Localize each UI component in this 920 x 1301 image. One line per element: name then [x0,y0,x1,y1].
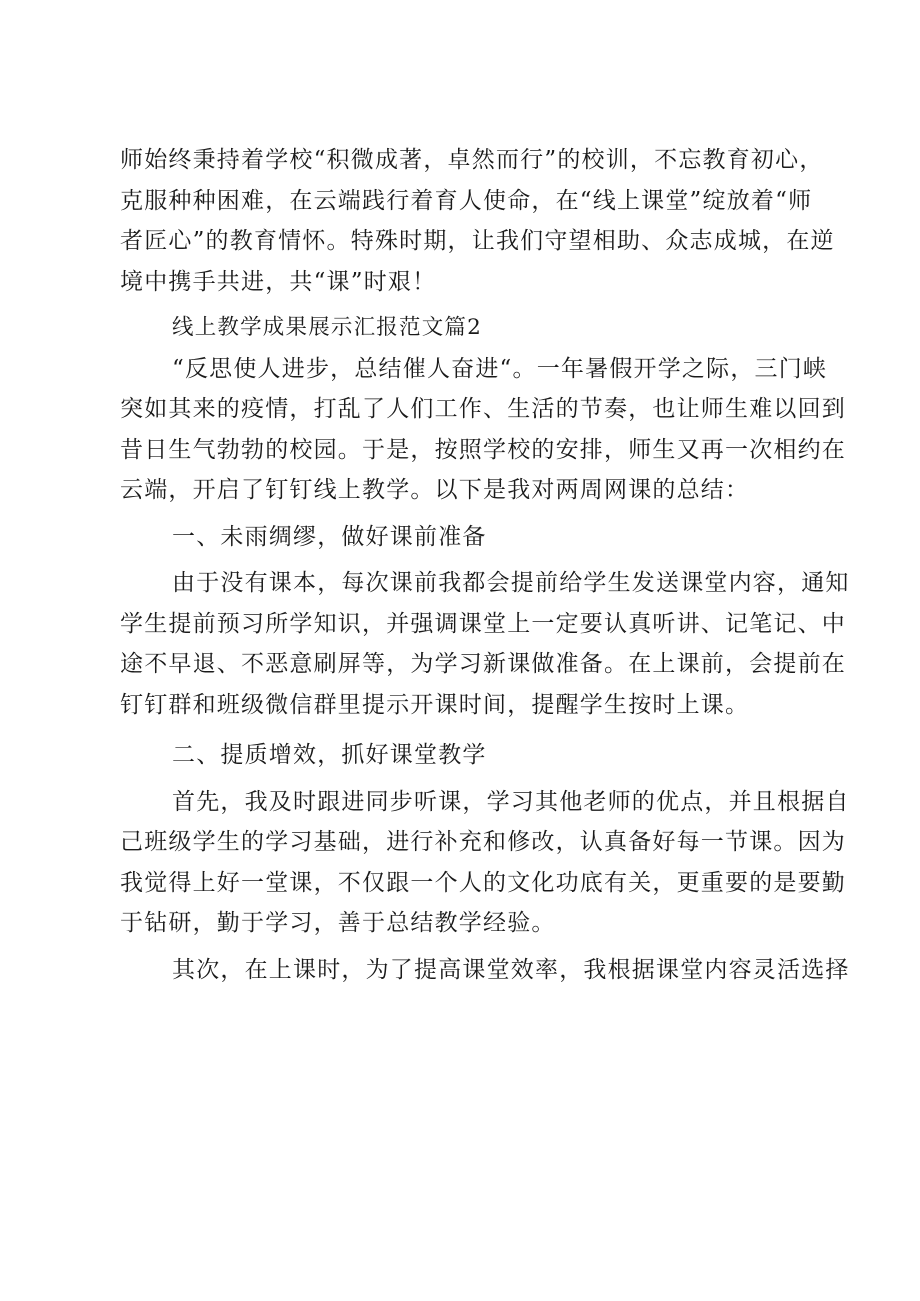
text-line: “反思使人进步，总结催人奋进“。一年暑假开学之际，三门峡 [172,355,828,382]
text-line: 己班级学生的学习基础，进行补充和修改，认真备好每一节课。因为 [120,829,846,855]
text-line: 我觉得上好一堂课，不仅跟一个人的文化功底有关，更重要的是要勤 [120,869,846,896]
text-line: 境中携手共进，共“课”时艰！ [120,268,437,295]
text-line: 云端，开启了钉钉线上教学。以下是我对两周网课的总结： [120,477,750,503]
paragraph-continuation [120,140,835,302]
text-line: 者匠心”的教育情怀。特殊时期，让我们守望相助、众志成城，在逆 [120,228,835,254]
text-line: 昔日生气勃勃的校园。于是，按照学校的安排，师生又再一次相约在 [120,436,846,463]
paragraph-intro [120,349,846,511]
text-line: 突如其来的疫情，打乱了人们工作、生活的节奏，也让师生难以回到 [120,396,846,422]
paragraph-teaching [120,782,850,944]
paragraph-preparation [120,563,850,725]
text-line: 师始终秉持着学校“积微成著，卓然而行”的校训，不忘教育初心， [120,147,824,173]
text-line: 学生提前预习所学知识，并强调课堂上一定要认真听讲、记笔记、中 [120,610,846,637]
text-line: 于钻研，勤于学习，善于总结教学经验。 [120,910,556,936]
paragraph-second [120,950,850,991]
text-line: 克服种种困难，在云端践行着育人使命，在“线上课堂”绽放着“师 [120,187,813,214]
text-line: 首先，我及时跟进同步听课，学习其他老师的优点，并且根据自 [172,788,850,815]
document-body [120,140,850,990]
text-line: 途不早退、不恶意刷屏等，为学习新课做准备。在上课前，会提前在 [120,651,846,677]
text-line: 钉钉群和班级微信群里提示开课时间，提醒学生按时上课。 [120,691,750,718]
text-line: 其次，在上课时，为了提高课堂效率，我根据课堂内容灵活选择 [172,956,850,983]
heading-teaching: 二、提质增效，抓好课堂教学 [172,742,487,768]
heading-preparation: 一、未雨绸缪，做好课前准备 [172,523,487,550]
section-title: 线上教学成果展示汇报范文篇2 [172,315,482,340]
text-line: 由于没有课本，每次课前我都会提前给学生发送课堂内容，通知 [172,570,850,596]
